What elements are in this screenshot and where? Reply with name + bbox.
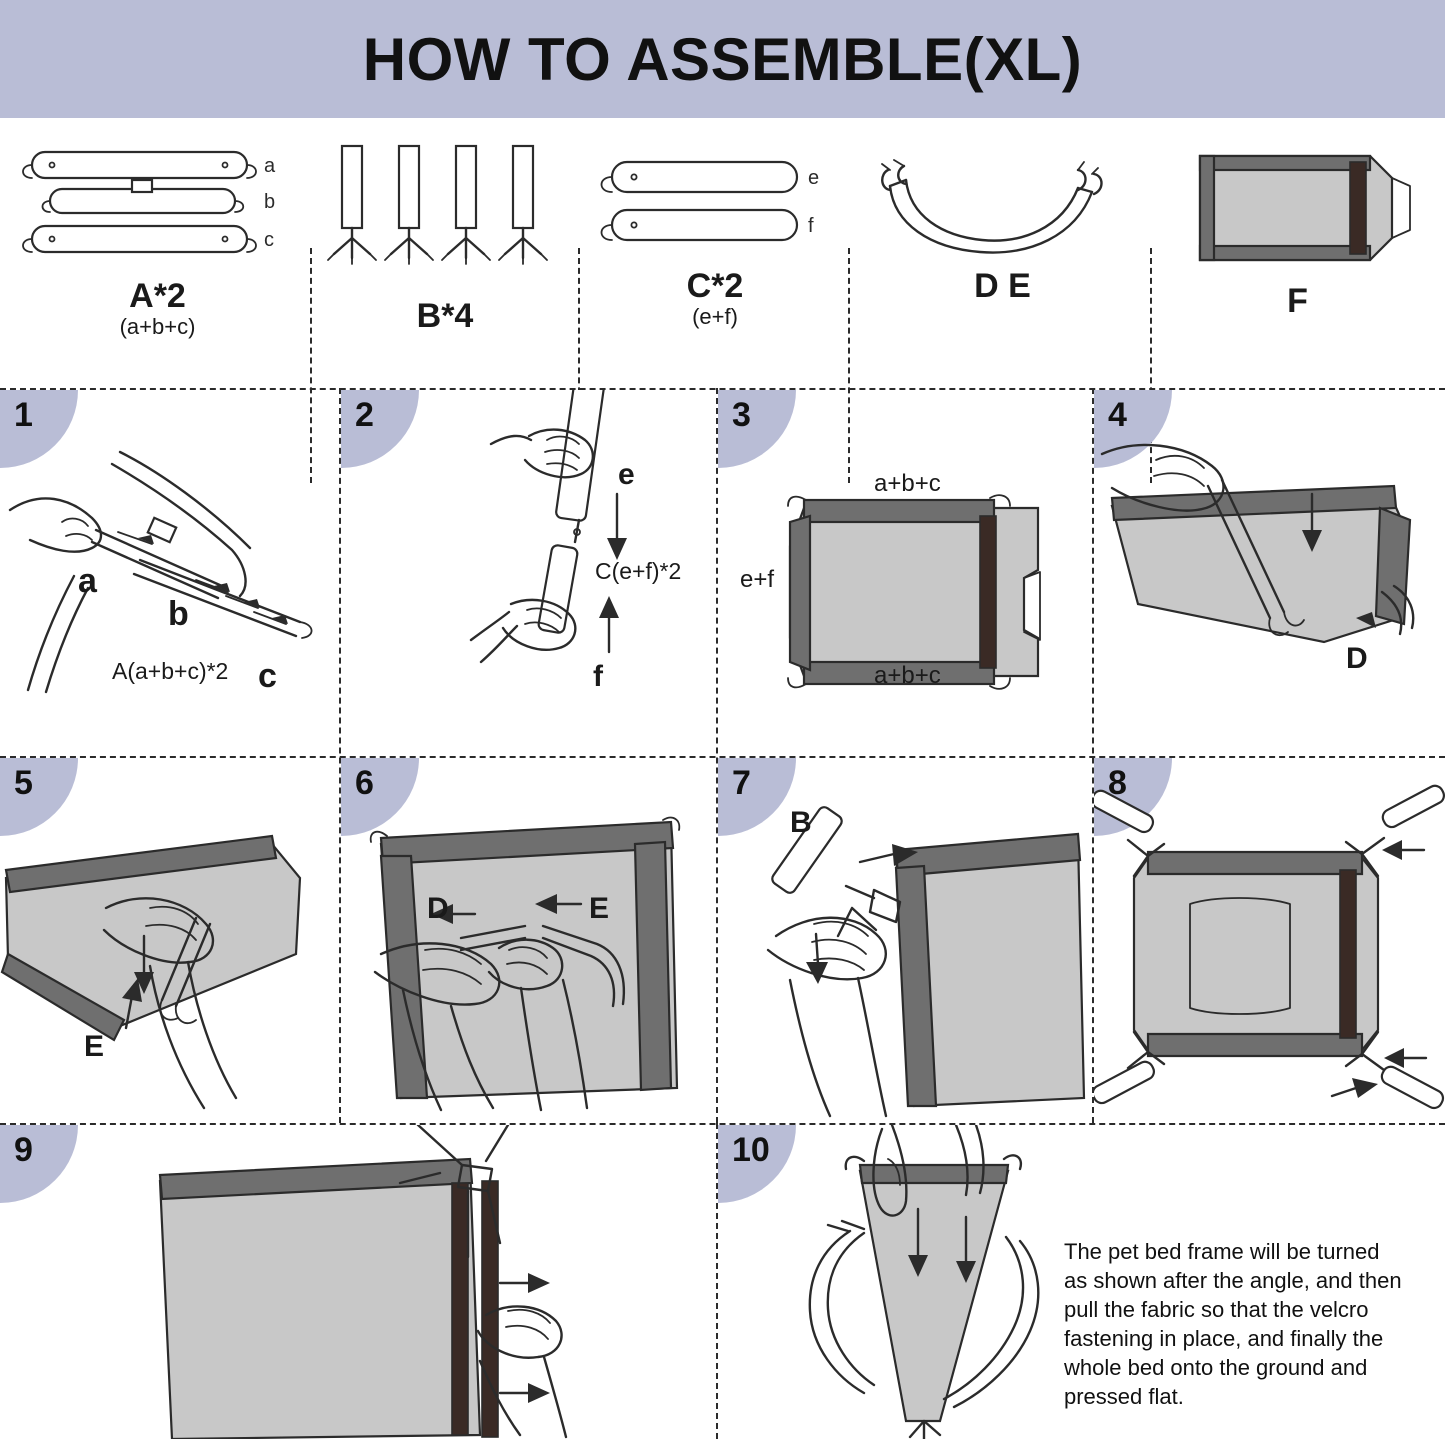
part-a-group bbox=[10, 134, 305, 339]
svg-text:c: c bbox=[264, 229, 274, 251]
svg-text:a: a bbox=[264, 155, 276, 177]
svg-text:f: f bbox=[808, 215, 814, 237]
step-1-caption-a: a bbox=[78, 562, 97, 600]
part-c-group bbox=[590, 144, 840, 329]
step-3-caption-bottom: a+b+c bbox=[874, 662, 941, 689]
svg-text:e: e bbox=[808, 167, 820, 189]
step-4-number: 4 bbox=[1108, 396, 1127, 434]
part-c-label: C*2 bbox=[686, 267, 744, 305]
part-de-label: D E bbox=[974, 267, 1031, 305]
step-7-illustration bbox=[718, 758, 1092, 1122]
part-f-icon bbox=[1160, 138, 1435, 278]
step-4-illustration bbox=[1094, 390, 1445, 756]
step-10-number: 10 bbox=[732, 1131, 770, 1169]
step-1-illustration bbox=[0, 390, 339, 756]
page-title: HOW TO ASSEMBLE(XL) bbox=[362, 25, 1083, 93]
step-1-caption-b: b bbox=[168, 595, 189, 633]
step-7-caption-b: B bbox=[790, 806, 812, 839]
step-10-illustration bbox=[718, 1125, 1445, 1439]
steps-grid bbox=[0, 388, 1445, 1439]
parts-legend bbox=[0, 118, 1445, 388]
step-1-caption-formula: A(a+b+c)*2 bbox=[112, 658, 229, 684]
step-8-number: 8 bbox=[1108, 764, 1127, 802]
step-2-caption-e: e bbox=[618, 458, 635, 491]
svg-text:b: b bbox=[264, 191, 276, 213]
step-9 bbox=[0, 1125, 716, 1439]
step-3-illustration bbox=[718, 390, 1092, 756]
step-6 bbox=[341, 758, 716, 1122]
part-de-group bbox=[860, 144, 1145, 305]
step-2-caption-f: f bbox=[593, 660, 603, 693]
part-f-group bbox=[1160, 138, 1435, 320]
step-6-number: 6 bbox=[355, 764, 374, 802]
step-9-illustration bbox=[0, 1125, 716, 1439]
step-3-caption-top: a+b+c bbox=[874, 470, 941, 497]
part-a-icon bbox=[10, 134, 305, 279]
step-3 bbox=[718, 390, 1092, 756]
part-a-sub: (a+b+c) bbox=[119, 313, 196, 339]
part-a-label: A*2 bbox=[129, 277, 186, 315]
step-9-number: 9 bbox=[14, 1131, 33, 1169]
step-5 bbox=[0, 758, 339, 1122]
part-c-sub: (e+f) bbox=[692, 303, 738, 329]
part-b-group bbox=[320, 134, 570, 335]
step-10 bbox=[718, 1125, 1445, 1439]
part-c-icon bbox=[590, 144, 840, 269]
header-banner bbox=[0, 0, 1445, 118]
part-f-label: F bbox=[1287, 282, 1308, 320]
step-7-number: 7 bbox=[732, 764, 751, 802]
step-2 bbox=[341, 390, 716, 756]
step-2-caption-formula: C(e+f)*2 bbox=[595, 558, 682, 584]
step-2-number: 2 bbox=[355, 396, 374, 434]
step-1 bbox=[0, 390, 339, 756]
step-8 bbox=[1094, 758, 1445, 1122]
part-b-icon bbox=[320, 134, 570, 279]
step-1-number: 1 bbox=[14, 396, 33, 434]
step-4 bbox=[1094, 390, 1445, 756]
step-3-number: 3 bbox=[732, 396, 751, 434]
step-4-caption-d: D bbox=[1346, 642, 1368, 675]
part-b-label: B*4 bbox=[416, 297, 474, 335]
step-8-illustration bbox=[1094, 758, 1445, 1122]
step-5-illustration bbox=[0, 758, 339, 1122]
step-1-caption-c: c bbox=[258, 657, 277, 695]
step-7 bbox=[718, 758, 1092, 1122]
step-10-note: The pet bed frame will be turned as shown after the angle, and then pull the fabric so that the velcro fastening in place, and finally the whole bed onto the ground and pressed flat. bbox=[1064, 1239, 1402, 1410]
part-de-icon bbox=[860, 144, 1145, 269]
step-6-illustration bbox=[341, 758, 716, 1122]
step-3-caption-left: e+f bbox=[740, 566, 775, 593]
step-6-caption-e: E bbox=[589, 892, 610, 925]
step-6-caption-d: D bbox=[427, 892, 449, 925]
step-5-caption-e: E bbox=[84, 1030, 105, 1063]
step-5-number: 5 bbox=[14, 764, 33, 802]
